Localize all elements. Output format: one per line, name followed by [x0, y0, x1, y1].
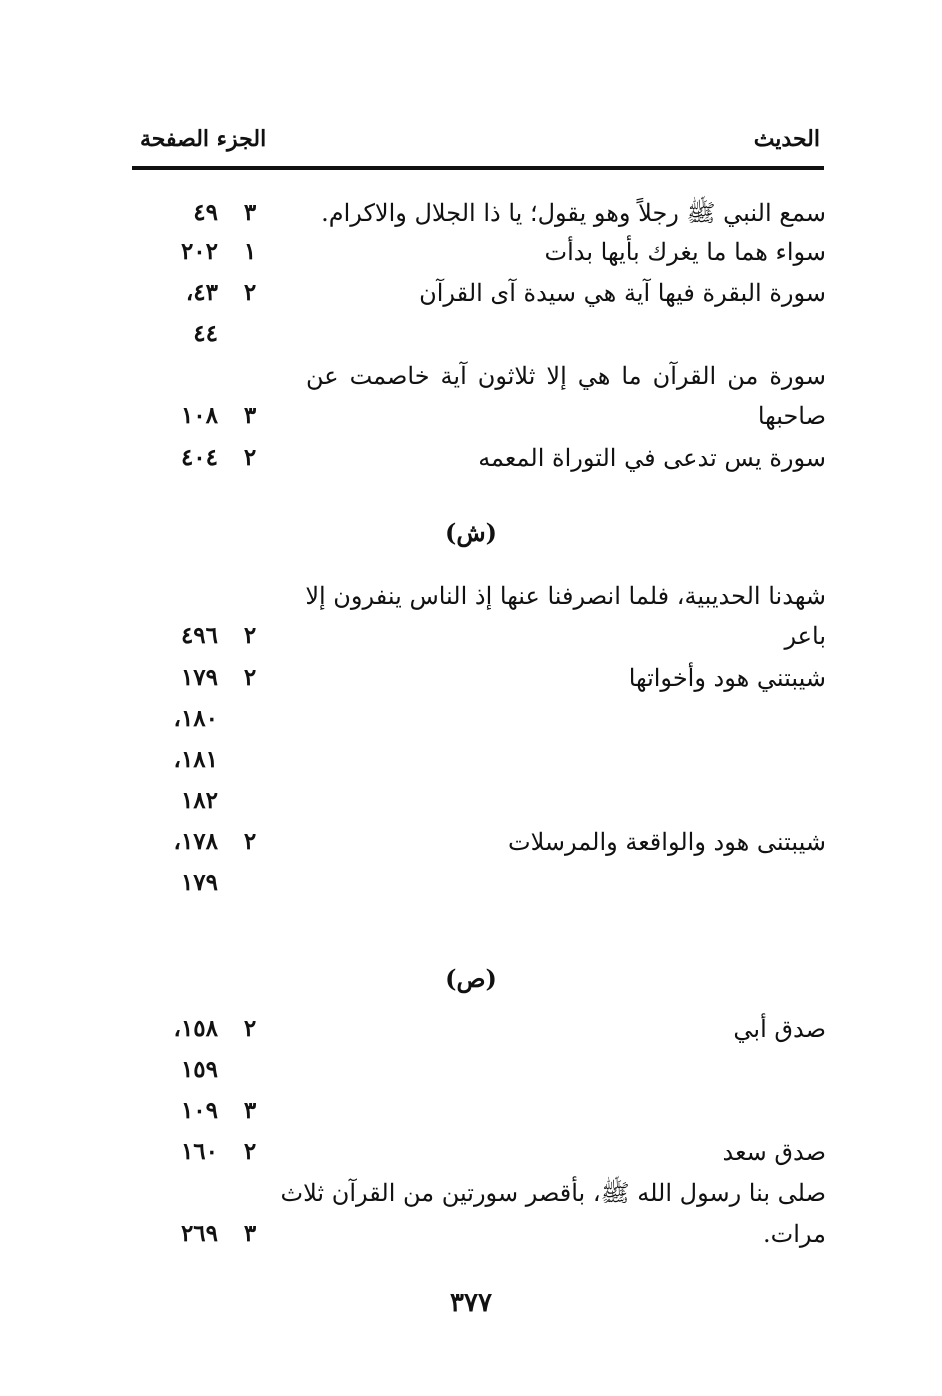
section-heading: (ش) — [444, 518, 497, 547]
index-row — [0, 1009, 942, 1049]
page-number-ref: ٤٣، — [185, 279, 218, 306]
page-number-ref: ٢٠٢ — [180, 238, 218, 265]
index-row — [0, 616, 942, 656]
juz-number: ٣ — [243, 1220, 257, 1247]
page-number-ref: ١٥٩ — [180, 1056, 218, 1083]
juz-number: ٣ — [243, 402, 257, 429]
index-row — [0, 658, 942, 698]
page-number-ref: ٢٦٩ — [180, 1220, 218, 1247]
page-number: ٣٧٧ — [450, 1288, 492, 1318]
index-row — [0, 1132, 942, 1172]
column-header-hadith: الحديث — [753, 126, 820, 152]
page-number-ref: ٤٩ — [193, 199, 218, 226]
hadith-text: مرات. — [763, 1220, 826, 1248]
page-number-ref: ١٨٢ — [180, 787, 218, 814]
hadith-text: سواء هما ما يغرك بأيها بدأت — [544, 238, 826, 266]
juz-number: ٣ — [243, 199, 257, 226]
hadith-text: صلى بنا رسول الله ﷺ، بأقصر سورتين من القرآن ثلاث — [280, 1179, 826, 1207]
juz-number: ٢ — [243, 1138, 257, 1165]
hadith-text: صدق سعد — [722, 1138, 826, 1166]
index-row — [0, 576, 942, 616]
index-row — [0, 356, 942, 396]
index-row — [0, 438, 942, 478]
page-number-ref: ١٧٩ — [180, 869, 218, 896]
page-number-ref: ١٧٨، — [173, 828, 218, 855]
page-number-ref: ٤٠٤ — [180, 444, 218, 471]
juz-number: ٢ — [243, 1015, 257, 1042]
header-rule — [132, 166, 824, 170]
index-row — [0, 781, 942, 821]
index-row — [0, 822, 942, 862]
juz-number: ١ — [243, 238, 257, 265]
juz-number: ٢ — [243, 828, 257, 855]
hadith-text: شهدنا الحديبية، فلما انصرفنا عنها إذ الناس ينفرون إلا — [305, 582, 826, 610]
column-header-juz-page: الجزء الصفحة — [140, 126, 267, 152]
juz-number: ٢ — [243, 444, 257, 471]
page-number-ref: ٤٤ — [193, 320, 218, 347]
hadith-text: صدق أبي — [733, 1015, 826, 1043]
index-row — [0, 314, 942, 354]
index-row — [0, 1214, 942, 1254]
hadith-text: صاحبها — [757, 402, 826, 430]
hadith-text: سمع النبي ﷺ رجلاً وهو يقول؛ يا ذا الجلال والاكرام. — [321, 199, 826, 227]
index-row — [0, 1091, 942, 1131]
index-row — [0, 396, 942, 436]
index-row — [0, 699, 942, 739]
hadith-text: شيبتنى هود والواقعة والمرسلات — [508, 828, 826, 856]
hadith-text: شيبتني هود وأخواتها — [628, 664, 826, 692]
juz-number: ٢ — [243, 622, 257, 649]
hadith-text: سورة يس تدعى في التوراة المعمه — [478, 444, 826, 472]
index-row — [0, 232, 942, 272]
page-number-ref: ١٠٩ — [180, 1097, 218, 1124]
page-number-ref: ١٦٠ — [180, 1138, 218, 1165]
page-number-ref: ٤٩٦ — [180, 622, 218, 649]
page-number-ref: ١٨٠، — [173, 705, 218, 732]
section-heading: (ص) — [445, 964, 497, 993]
page-number-ref: ١٨١، — [173, 746, 218, 773]
page-number-ref: ١٥٨، — [173, 1015, 218, 1042]
index-row — [0, 863, 942, 903]
index-row — [0, 1173, 942, 1213]
juz-number: ٣ — [243, 1097, 257, 1124]
index-row — [0, 273, 942, 313]
juz-number: ٢ — [243, 664, 257, 691]
hadith-text: باعر — [784, 622, 826, 650]
juz-number: ٢ — [243, 279, 257, 306]
index-row — [0, 193, 942, 233]
hadith-text: سورة البقرة فيها آية هي سيدة آى القرآن — [419, 279, 826, 307]
index-row — [0, 740, 942, 780]
page-number-ref: ١٧٩ — [180, 664, 218, 691]
page-number-ref: ١٠٨ — [180, 402, 218, 429]
hadith-text: سورة من القرآن ما هي إلا ثلاثون آية خاصمت عن — [306, 362, 826, 390]
index-row — [0, 1050, 942, 1090]
